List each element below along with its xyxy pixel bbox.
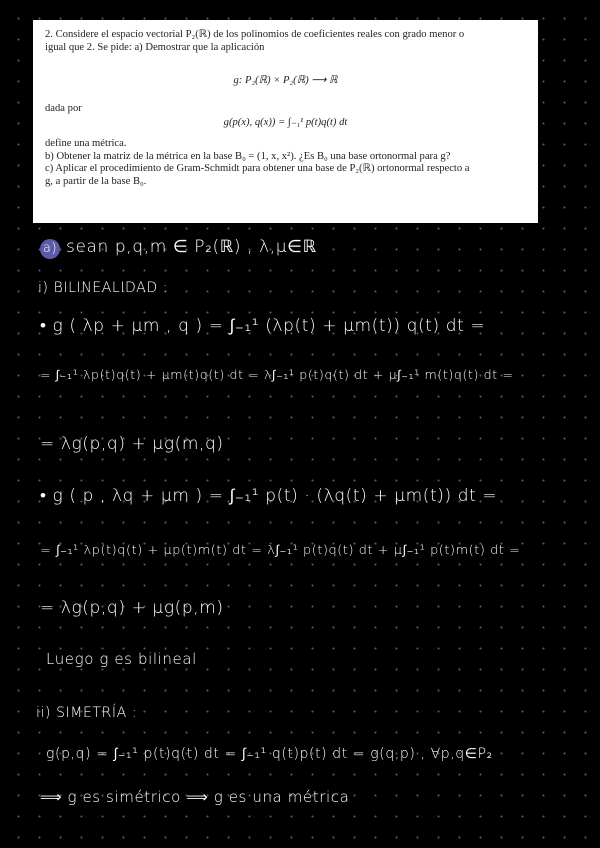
problem-line: 2. Considere el espacio vectorial P₂(ℝ) de los polinomios de coeficientes reales con grado menor o (45, 29, 465, 40)
notes-line: = λg(p,q) + μg(p,m) (40, 598, 224, 618)
notes-line: ⟹ g es simétrico ⟹ g es una métrica (40, 788, 350, 806)
notes-line: = ∫₋₁¹ λp(t)q(t) + μp(t)m(t) dt = λ∫₋₁¹ p(t)q(t) dt + μ∫₋₁¹ p(t)m(t) dt = (40, 543, 521, 558)
notes-line: • g ( p , λq + μm ) = ∫₋₁¹ p(t) · (λq(t) + μm(t)) dt = (40, 486, 498, 506)
problem-line: g, a partir de la base B₀. (45, 175, 147, 187)
problem-line: c) Aplicar el procedimiento de Gram-Schmidt para obtener una base de P₂(ℝ) ortonormal respecto a (45, 163, 470, 175)
notes-line: = ∫₋₁¹ λp(t)q(t) + μm(t)q(t) dt = λ∫₋₁¹ p(t)q(t) dt + μ∫₋₁¹ m(t)q(t) dt = (40, 367, 514, 382)
notes-line-sean (40, 237, 317, 259)
problem-line: define una métrica. (45, 137, 127, 149)
notes-line: • g ( λp + μm , q ) = ∫₋₁¹ (λp(t) + μm(t)) q(t) dt = (40, 316, 486, 336)
heading-bilinealidad: i) BILINEALIDAD : (38, 280, 169, 296)
map-formula: g: P₂(ℝ) × P₂(ℝ) ⟶ ℝ (233, 75, 338, 87)
problem-line: b) Obtener la matriz de la métrica en la base B₀ = (1, x, x²). ¿Es B₀ una base ortonormal para g? (45, 150, 451, 162)
problem-line: dada por (45, 102, 82, 114)
notes-line: = λg(p,q) + μg(m,q) (40, 434, 224, 454)
integral-formula: g(p(x), q(x)) = ∫₋₁¹ p(t)q(t) dt (223, 117, 348, 129)
problem-statement (33, 20, 538, 223)
notes-text: sean p,q,m ∈ P₂(ℝ) , λ,μ∈ℝ (66, 237, 317, 257)
problem-line: igual que 2. Se pide: a) Demostrar que la aplicación (45, 41, 265, 53)
heading-simetria: ii) SIMETRÍA : (36, 705, 138, 721)
notes-line: g(p,q) = ∫₋₁¹ p(t)q(t) dt = ∫₋₁¹ q(t)p(t) dt = g(q,p) , ∀p,q∈P₂ (46, 746, 493, 762)
part-a-badge: a) (40, 239, 60, 259)
notes-line: Luego g es bilineal (46, 650, 197, 668)
